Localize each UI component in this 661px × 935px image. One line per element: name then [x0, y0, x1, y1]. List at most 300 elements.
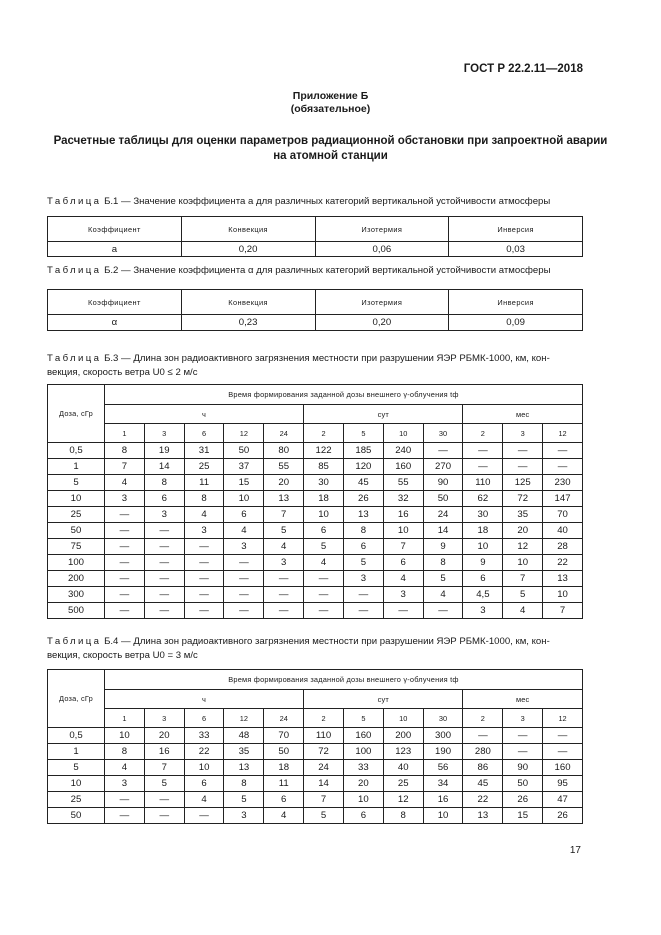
table3-dose-cell: 10: [48, 491, 105, 507]
table4-value-cell: 10: [105, 728, 145, 744]
table3-row: [48, 443, 583, 459]
table4-value-cell: 4: [264, 808, 304, 824]
table4-unit-months: мес: [463, 690, 583, 709]
table3-value-cell: 7: [264, 507, 304, 523]
table3-row: [48, 475, 583, 491]
table3-value-cell: —: [423, 603, 463, 619]
table3-label: Таблица: [47, 353, 102, 364]
table3-value-cell: —: [184, 571, 224, 587]
table4-value-cell: —: [105, 808, 145, 824]
table3-value-cell: —: [503, 459, 543, 475]
table3-value-cell: —: [224, 555, 264, 571]
table3-value-cell: —: [105, 523, 145, 539]
table4-value-cell: 24: [304, 760, 344, 776]
table1-caption: [47, 195, 587, 209]
table4-value-cell: 4: [105, 760, 145, 776]
table3-value-cell: —: [264, 571, 304, 587]
table4-subheader-cell: 24: [264, 709, 304, 728]
table3-subheader-cell: 30: [423, 424, 463, 443]
table3-value-cell: 185: [343, 443, 383, 459]
table3-value-cell: 9: [423, 539, 463, 555]
table3-value-cell: —: [144, 539, 184, 555]
table4-value-cell: 12: [383, 792, 423, 808]
table4-subheader-cell: 5: [343, 709, 383, 728]
table3-row: [48, 523, 583, 539]
table4-value-cell: 35: [224, 744, 264, 760]
table3-value-cell: 30: [304, 475, 344, 491]
table4-value-cell: 16: [144, 744, 184, 760]
table3-value-cell: 55: [264, 459, 304, 475]
table4-value-cell: 70: [264, 728, 304, 744]
table3-value-cell: 5: [264, 523, 304, 539]
table3-value-cell: —: [224, 603, 264, 619]
table4-value-cell: 5: [224, 792, 264, 808]
table3-value-cell: 19: [144, 443, 184, 459]
table3-value-cell: 6: [304, 523, 344, 539]
table3-value-cell: 15: [224, 475, 264, 491]
table3-value-cell: —: [304, 587, 344, 603]
table3-value-cell: 10: [503, 555, 543, 571]
table4-caption: [47, 635, 587, 663]
table4-value-cell: 22: [184, 744, 224, 760]
table3-value-cell: 10: [224, 491, 264, 507]
table3-row: [48, 491, 583, 507]
table3-value-cell: —: [343, 587, 383, 603]
table4-time-header: Время формирования заданной дозы внешнего γ-облучения tф: [105, 670, 583, 690]
table2-cell: 0,09: [449, 315, 583, 331]
table3-value-cell: 14: [423, 523, 463, 539]
section-title-line-2: на атомной станции: [273, 150, 388, 162]
table3-value-cell: 122: [304, 443, 344, 459]
table4-value-cell: —: [503, 744, 543, 760]
table4-value-cell: 86: [463, 760, 503, 776]
table3-unit-row: [48, 405, 583, 424]
table3-value-cell: 26: [343, 491, 383, 507]
table3-value-cell: 110: [463, 475, 503, 491]
table4-row: [48, 808, 583, 824]
table2-header-cell: Конвекция: [181, 290, 315, 315]
table3-value-cell: 240: [383, 443, 423, 459]
table4-value-cell: 8: [383, 808, 423, 824]
table2-label: Таблица: [47, 265, 102, 276]
table3-value-cell: 8: [105, 443, 145, 459]
table3-value-cell: —: [105, 571, 145, 587]
table3-value-cell: —: [105, 587, 145, 603]
table4-value-cell: 56: [423, 760, 463, 776]
table3-value-cell: 13: [343, 507, 383, 523]
table3-subheader-cell: 5: [343, 424, 383, 443]
table3-value-cell: 13: [543, 571, 583, 587]
table4-unit-hours: ч: [105, 690, 304, 709]
table4-unit-days: сут: [304, 690, 463, 709]
table3-value-cell: 5: [503, 587, 543, 603]
table1-header-cell: Инверсия: [449, 217, 583, 242]
table3-value-cell: 3: [184, 523, 224, 539]
table1-cell: 0,03: [449, 242, 583, 257]
table3-value-cell: 55: [383, 475, 423, 491]
table4-value-cell: —: [144, 808, 184, 824]
table4-dose-cell: 0,5: [48, 728, 105, 744]
table3-value-cell: —: [383, 603, 423, 619]
table3-value-cell: 5: [423, 571, 463, 587]
table3-value-cell: 20: [264, 475, 304, 491]
table4-value-cell: 8: [224, 776, 264, 792]
table3-value-cell: —: [543, 459, 583, 475]
table3-subheader-cell: 6: [184, 424, 224, 443]
table3-value-cell: 25: [184, 459, 224, 475]
table3-value-cell: 22: [543, 555, 583, 571]
table3-value-cell: 3: [144, 507, 184, 523]
table3-value-cell: 3: [343, 571, 383, 587]
table4-value-cell: 10: [343, 792, 383, 808]
table2-caption-text: Б.2 — Значение коэффициента α для различных категорий вертикальной устойчивости атмосферы: [104, 265, 551, 276]
table4-value-cell: —: [184, 808, 224, 824]
table4-value-cell: 10: [184, 760, 224, 776]
table4-dose-cell: 25: [48, 792, 105, 808]
table3-dose-cell: 5: [48, 475, 105, 491]
table3-value-cell: 5: [304, 539, 344, 555]
table3-value-cell: —: [463, 443, 503, 459]
table3-value-cell: 10: [543, 587, 583, 603]
table3-value-cell: 5: [343, 555, 383, 571]
table3-dose-cell: 25: [48, 507, 105, 523]
table3-value-cell: 270: [423, 459, 463, 475]
table3-value-cell: 6: [144, 491, 184, 507]
table3-value-cell: —: [543, 443, 583, 459]
table3-value-cell: 18: [304, 491, 344, 507]
table4-value-cell: 100: [343, 744, 383, 760]
table3-value-cell: 13: [264, 491, 304, 507]
table3-value-cell: —: [144, 523, 184, 539]
table4-value-cell: 45: [463, 776, 503, 792]
table4-value-cell: 25: [383, 776, 423, 792]
table1-header-row: [48, 217, 583, 242]
table3-value-cell: —: [144, 555, 184, 571]
table3-value-cell: 50: [423, 491, 463, 507]
table4-value-cell: 33: [343, 760, 383, 776]
table4-dose-cell: 5: [48, 760, 105, 776]
table3-value-cell: 24: [423, 507, 463, 523]
table3-value-cell: 4: [184, 507, 224, 523]
table4-value-cell: 26: [503, 792, 543, 808]
standard-number: ГОСТ Р 22.2.11—2018: [463, 63, 583, 75]
table3-value-cell: 4: [304, 555, 344, 571]
table3-dose-cell: 1: [48, 459, 105, 475]
table4-value-cell: 50: [503, 776, 543, 792]
table4-value-cell: —: [463, 728, 503, 744]
table3-dose-cell: 0,5: [48, 443, 105, 459]
table3-value-cell: —: [105, 539, 145, 555]
table1-label: Таблица: [47, 196, 102, 207]
table3-value-cell: 40: [543, 523, 583, 539]
table4-subheader-cell: 12: [224, 709, 264, 728]
table4-value-cell: 33: [184, 728, 224, 744]
table3-value-cell: —: [144, 587, 184, 603]
table3-value-cell: 45: [343, 475, 383, 491]
table2-header-cell: Изотермия: [315, 290, 449, 315]
table4-value-cell: 280: [463, 744, 503, 760]
table3-value-cell: —: [304, 571, 344, 587]
table3-value-cell: 147: [543, 491, 583, 507]
table3-value-cell: 11: [184, 475, 224, 491]
table3-value-cell: 8: [144, 475, 184, 491]
table3-value-cell: —: [105, 507, 145, 523]
table1-row: [48, 242, 583, 257]
table1: [47, 216, 583, 257]
table4-subheader-cell: 6: [184, 709, 224, 728]
table3-value-cell: 6: [224, 507, 264, 523]
table3-caption-line-1: [47, 352, 587, 366]
table2-cell: 0,20: [315, 315, 449, 331]
table3-value-cell: 30: [463, 507, 503, 523]
table1-header-cell: Изотермия: [315, 217, 449, 242]
table3-subheader-cell: 3: [503, 424, 543, 443]
table3-value-cell: —: [463, 459, 503, 475]
table4-value-cell: 4: [184, 792, 224, 808]
table4-value-cell: —: [503, 728, 543, 744]
table4-value-cell: 48: [224, 728, 264, 744]
table3-row: [48, 555, 583, 571]
table4-value-cell: —: [144, 792, 184, 808]
table4-value-cell: 22: [463, 792, 503, 808]
table4-row: [48, 760, 583, 776]
table3-value-cell: 4: [105, 475, 145, 491]
table4-value-cell: 90: [503, 760, 543, 776]
table3-value-cell: 4: [423, 587, 463, 603]
table3-value-cell: —: [105, 603, 145, 619]
table4-value-cell: 190: [423, 744, 463, 760]
table4-dose-cell: 1: [48, 744, 105, 760]
table4: [47, 669, 583, 824]
table4-value-cell: —: [105, 792, 145, 808]
table2-cell: α: [48, 315, 182, 331]
table3-subheader-cell: 2: [304, 424, 344, 443]
table4-value-cell: 10: [423, 808, 463, 824]
table3-caption-text-1: Б.3 — Длина зон радиоактивного загрязнения местности при разрушении ЯЭР РБМК-1000, км, кон-: [104, 353, 550, 364]
table3-value-cell: 16: [383, 507, 423, 523]
table2: [47, 289, 583, 331]
table4-subheader-cell: 1: [105, 709, 145, 728]
table3-unit-days: сут: [304, 405, 463, 424]
table3-row: [48, 603, 583, 619]
table3-value-cell: 6: [463, 571, 503, 587]
table3-value-cell: 28: [543, 539, 583, 555]
table3-value-cell: —: [184, 555, 224, 571]
table4-subheader-cell: 30: [423, 709, 463, 728]
table3-value-cell: 7: [543, 603, 583, 619]
table3-value-cell: 4: [503, 603, 543, 619]
table4-value-cell: 11: [264, 776, 304, 792]
table3-dose-cell: 75: [48, 539, 105, 555]
table3-time-header: Время формирования заданной дозы внешнего γ-облучения tф: [105, 385, 583, 405]
table4-value-cell: —: [543, 744, 583, 760]
table3-value-cell: 160: [383, 459, 423, 475]
appendix-subtitle: (обязательное): [290, 103, 371, 115]
table3-value-cell: 18: [463, 523, 503, 539]
table4-value-cell: 72: [304, 744, 344, 760]
table3-value-cell: 6: [383, 555, 423, 571]
table3-value-cell: —: [304, 603, 344, 619]
table3-value-cell: 3: [105, 491, 145, 507]
table3-subheader-cell: 1: [105, 424, 145, 443]
table4-value-cell: 7: [304, 792, 344, 808]
table3-unit-hours: ч: [105, 405, 304, 424]
table4-value-cell: 15: [503, 808, 543, 824]
table4-value-cell: 110: [304, 728, 344, 744]
table3-row: [48, 587, 583, 603]
table3-value-cell: 3: [383, 587, 423, 603]
table3-value-cell: 32: [383, 491, 423, 507]
table4-value-cell: 300: [423, 728, 463, 744]
table3-value-cell: —: [144, 603, 184, 619]
table3-row: [48, 459, 583, 475]
table3-dose-cell: 100: [48, 555, 105, 571]
table3-dose-cell: 200: [48, 571, 105, 587]
table4-value-cell: 123: [383, 744, 423, 760]
table1-cell: 0,20: [181, 242, 315, 257]
table4-subheader-cell: 12: [543, 709, 583, 728]
table3-subheader-cell: 12: [224, 424, 264, 443]
page-number: 17: [569, 845, 581, 856]
table3-value-cell: 3: [463, 603, 503, 619]
table4-value-cell: 6: [264, 792, 304, 808]
table3-value-cell: —: [343, 603, 383, 619]
table3-value-cell: 14: [144, 459, 184, 475]
table3-value-cell: 35: [503, 507, 543, 523]
table4-dose-cell: 10: [48, 776, 105, 792]
table3-dose-cell: 300: [48, 587, 105, 603]
table3-row: [48, 507, 583, 523]
table3-value-cell: 6: [343, 539, 383, 555]
table4-value-cell: 5: [304, 808, 344, 824]
table4-value-cell: 50: [264, 744, 304, 760]
table3-value-cell: 125: [503, 475, 543, 491]
table4-unit-row: [48, 690, 583, 709]
table2-caption: [47, 264, 587, 278]
table4-value-cell: —: [543, 728, 583, 744]
table4-value-cell: 18: [264, 760, 304, 776]
table3-value-cell: 62: [463, 491, 503, 507]
table3-value-cell: 80: [264, 443, 304, 459]
table3-value-cell: 120: [343, 459, 383, 475]
table4-dose-cell: 50: [48, 808, 105, 824]
table3-value-cell: 37: [224, 459, 264, 475]
table1-header-cell: Коэффициент: [48, 217, 182, 242]
table3-value-cell: 4: [224, 523, 264, 539]
table3-value-cell: 230: [543, 475, 583, 491]
table4-subheader-cell: 3: [503, 709, 543, 728]
table2-header-row: [48, 290, 583, 315]
table4-value-cell: 5: [144, 776, 184, 792]
table4-value-cell: 13: [224, 760, 264, 776]
table3-value-cell: 12: [503, 539, 543, 555]
table3-value-cell: 9: [463, 555, 503, 571]
table4-header-row: [48, 670, 583, 690]
table1-header-cell: Конвекция: [181, 217, 315, 242]
table3-subheader-cell: 3: [144, 424, 184, 443]
table3-subheader-cell: 24: [264, 424, 304, 443]
table3-caption: [47, 352, 587, 380]
table4-subheader-cell: 2: [304, 709, 344, 728]
table4-value-cell: 6: [184, 776, 224, 792]
table3-value-cell: 4,5: [463, 587, 503, 603]
table4-value-cell: 26: [543, 808, 583, 824]
table3-value-cell: —: [105, 555, 145, 571]
table3-value-cell: 7: [383, 539, 423, 555]
table4-value-cell: 40: [383, 760, 423, 776]
table3-value-cell: —: [423, 443, 463, 459]
table3-value-cell: —: [184, 603, 224, 619]
table3-value-cell: 85: [304, 459, 344, 475]
table3-value-cell: 8: [184, 491, 224, 507]
table3-value-cell: 3: [264, 555, 304, 571]
table1-cell: a: [48, 242, 182, 257]
appendix-title: Приложение Б: [292, 90, 369, 102]
table4-value-cell: 6: [343, 808, 383, 824]
table3-subheader-cell: 12: [543, 424, 583, 443]
table4-value-cell: 20: [144, 728, 184, 744]
section-title-line-1: Расчетные таблицы для оценки параметров радиационной обстановки при запроектной аварии: [53, 135, 608, 147]
table3-value-cell: 20: [503, 523, 543, 539]
table4-value-cell: 160: [543, 760, 583, 776]
table3-subheader-row: [48, 424, 583, 443]
table3-value-cell: 4: [383, 571, 423, 587]
table3-value-cell: 10: [383, 523, 423, 539]
table3-value-cell: —: [264, 587, 304, 603]
table3-value-cell: —: [144, 571, 184, 587]
table1-cell: 0,06: [315, 242, 449, 257]
table4-value-cell: 20: [343, 776, 383, 792]
table4-value-cell: 95: [543, 776, 583, 792]
table4-value-cell: 8: [105, 744, 145, 760]
table4-subheader-row: [48, 709, 583, 728]
table3-value-cell: —: [503, 443, 543, 459]
table3-value-cell: 4: [264, 539, 304, 555]
table3-value-cell: 72: [503, 491, 543, 507]
table2-cell: 0,23: [181, 315, 315, 331]
table3-value-cell: 50: [224, 443, 264, 459]
table4-row: [48, 728, 583, 744]
table4-subheader-cell: 3: [144, 709, 184, 728]
table4-subheader-cell: 10: [383, 709, 423, 728]
table3-unit-months: мес: [463, 405, 583, 424]
table3-subheader-cell: 2: [463, 424, 503, 443]
table3-dose-header: Доза, сГр: [48, 385, 105, 443]
table4-value-cell: 3: [105, 776, 145, 792]
table4-value-cell: 13: [463, 808, 503, 824]
table3-header-row: [48, 385, 583, 405]
table3-dose-cell: 50: [48, 523, 105, 539]
table3-subheader-cell: 10: [383, 424, 423, 443]
table4-caption-text-1: Б.4 — Длина зон радиоактивного загрязнения местности при разрушении ЯЭР РБМК-1000, км, кон-: [104, 636, 550, 647]
table3: [47, 384, 583, 619]
table4-row: [48, 744, 583, 760]
table3-value-cell: —: [184, 587, 224, 603]
table3-value-cell: —: [224, 571, 264, 587]
table4-dose-header: Доза, сГр: [48, 670, 105, 728]
table4-value-cell: 3: [224, 808, 264, 824]
table3-value-cell: 8: [423, 555, 463, 571]
table3-value-cell: 7: [105, 459, 145, 475]
table2-row: [48, 315, 583, 331]
table4-caption-line-2: векция, скорость ветра U0 = 3 м/с: [47, 650, 198, 661]
table3-value-cell: 70: [543, 507, 583, 523]
table3-value-cell: 90: [423, 475, 463, 491]
table4-value-cell: 160: [343, 728, 383, 744]
table1-caption-text: Б.1 — Значение коэффициента a для различных категорий вертикальной устойчивости атмосферы: [104, 196, 551, 207]
table3-row: [48, 539, 583, 555]
table2-header-cell: Инверсия: [449, 290, 583, 315]
